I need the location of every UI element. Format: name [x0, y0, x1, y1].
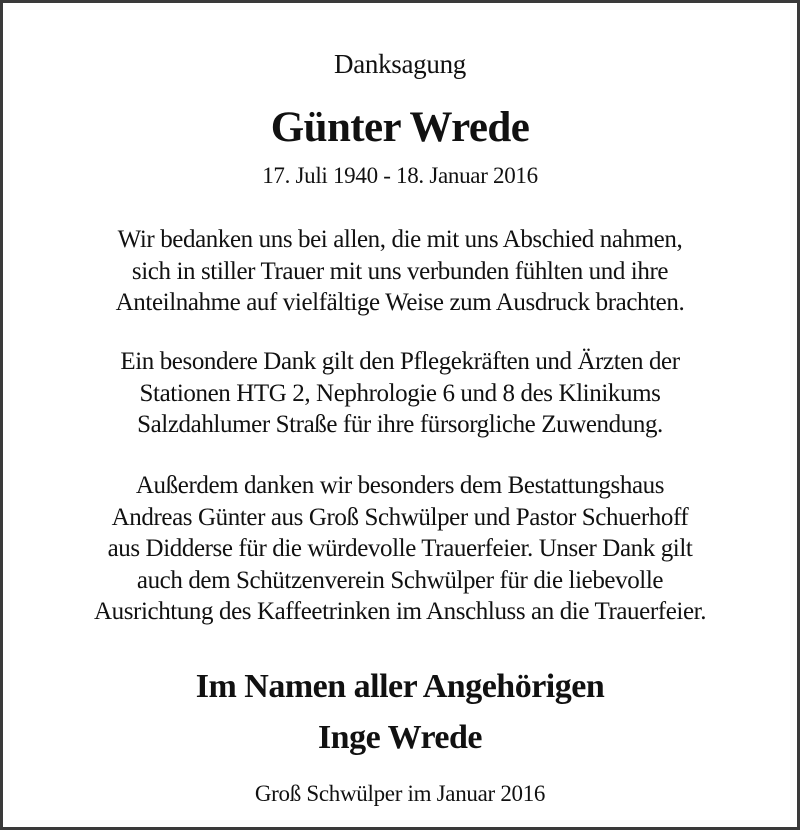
life-dates: 17. Juli 1940 - 18. Januar 2016 — [262, 163, 538, 188]
paragraph-further-thanks — [3, 470, 797, 628]
text-line: Andreas Günter aus Groß Schwülper und Pastor Schuerhoff — [111, 503, 689, 531]
text-line: Wir bedanken uns bei allen, die mit uns Abschied nahmen, — [117, 226, 683, 253]
text-line: Anteilnahme auf vielfältige Weise zum Ausdruck brachten. — [115, 289, 685, 316]
closing-line: Im Namen aller Angehörigen — [195, 668, 605, 705]
text-line: Außerdem danken wir besonders dem Bestattungshaus — [135, 472, 665, 499]
text-line: aus Didderse für die würdevolle Trauerfeier. Unser Dank gilt — [107, 535, 693, 562]
text-line: Ein besondere Dank gilt den Pflegekräften und Ärzten der — [120, 348, 680, 375]
signer-name: Inge Wrede — [317, 719, 483, 756]
text-line: Ausrichtung des Kaffeetrinken im Anschluss an die Trauerfeier. — [93, 598, 707, 625]
paragraph-thanks — [3, 224, 797, 319]
text-line: auch dem Schützenverein Schwülper für die liebevolle — [136, 566, 664, 594]
paragraph-care-staff — [3, 346, 797, 441]
text-line: sich in stiller Trauer mit uns verbunden fühlten und ihre — [131, 257, 669, 285]
heading: Danksagung — [334, 49, 466, 79]
deceased-name: Günter Wrede — [270, 104, 530, 151]
text-line: Salzdahlumer Straße für ihre fürsorgliche Zuwendung. — [137, 411, 663, 438]
place-and-date: Groß Schwülper im Januar 2016 — [254, 781, 546, 806]
text-line: Stationen HTG 2, Nephrologie 6 und 8 des Klinikums — [139, 379, 661, 407]
